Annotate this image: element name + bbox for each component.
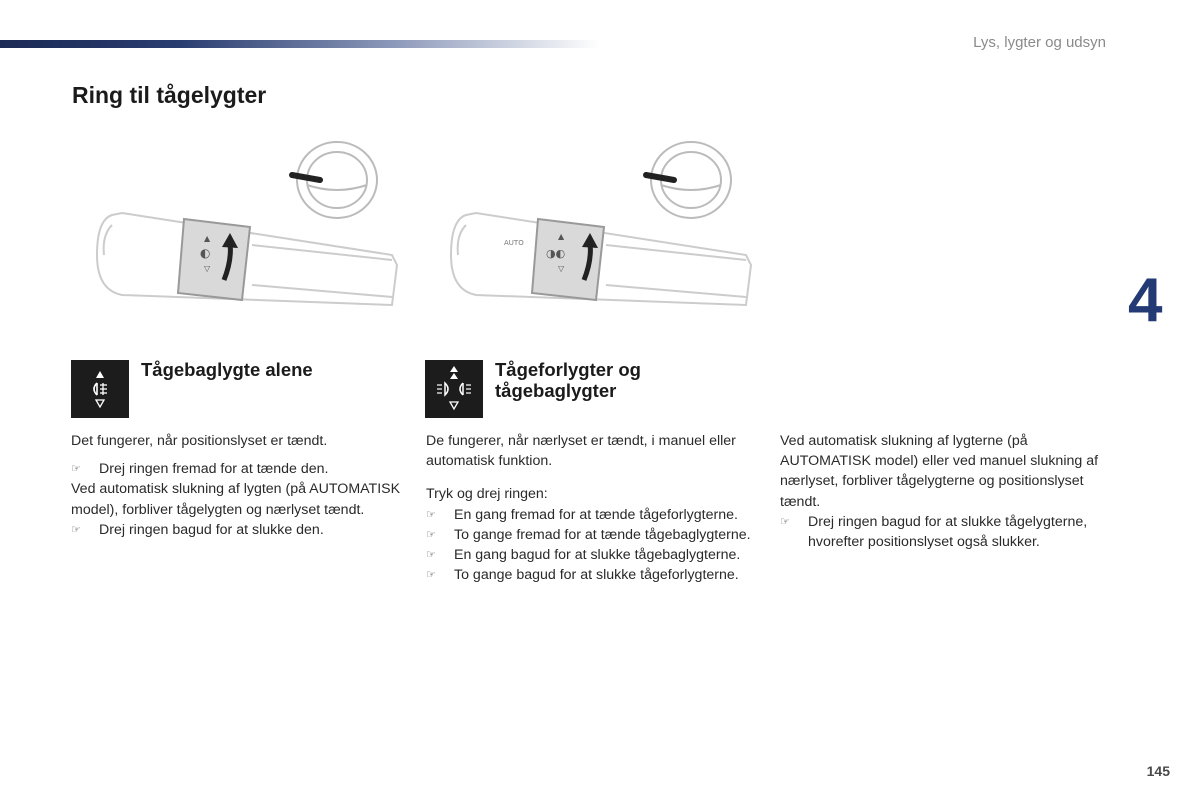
pointing-hand-icon: ☞ [780,515,790,528]
svg-text:▽: ▽ [558,264,565,273]
svg-text:◐: ◐ [200,246,211,260]
subheading-front-rear-fog: Tågeforlygter og tågebaglygter [495,359,641,401]
instruction-item: ☞ Drej ringen fremad for at tænde den. [71,459,401,479]
page-number: 145 [1146,763,1170,779]
subheading-rear-fog: Tågebaglygte alene [141,359,313,380]
svg-text:◑◐: ◑◐ [546,247,566,260]
instruction-item: ☞ En gang bagud for at slukke tågebaglygterne. [426,545,756,565]
pointing-hand-icon: ☞ [426,528,436,541]
front-and-rear-fog-light-icon [425,360,483,418]
pointing-hand-icon: ☞ [71,523,81,536]
paragraph: De fungerer, når nærlyset er tændt, i manuel eller automatisk funktion. [426,433,736,470]
auto-label: AUTO [504,239,524,247]
pointing-hand-icon: ☞ [426,508,436,521]
instruction-item: ☞ Drej ringen bagud for at slukke den. [71,520,401,540]
svg-text:▽: ▽ [204,264,211,273]
instruction-item: ☞ Drej ringen bagud for at slukke tågelygterne, hvorefter positionslyset også slukker. [780,513,1088,551]
pointing-hand-icon: ☞ [426,569,436,582]
paragraph: Ved automatisk slukning af lygterne (på AUTOMATISK model) eller ved manuel slukning af nærlyset, forbliver tågelygterne og positionslyset tændt. [780,433,1099,510]
column-automatic-switch-off [780,431,1120,552]
section-header: Lys, lygter og udsyn [973,34,1106,51]
rear-fog-light-icon [71,360,129,418]
paragraph: Det fungerer, når positionslyset er tændt. [71,433,328,449]
paragraph: Ved automatisk slukning af lygten (på AUTOMATISK model), forbliver tågelygten og nærlyset tændt. [71,481,401,518]
stalk-illustration-front-rear-fog [446,135,776,315]
page-title: Ring til tågelygter [72,82,267,108]
header-gradient-bar [0,40,600,48]
chapter-number: 4 [1128,266,1163,335]
pointing-hand-icon: ☞ [71,463,81,476]
instruction-item: ☞ En gang fremad for at tænde tågeforlygterne. [426,505,756,525]
column-rear-fog [71,431,401,540]
stalk-illustration-rear-fog [92,135,422,315]
column-front-rear-fog [426,431,756,585]
paragraph: Tryk og drej ringen: [426,486,548,503]
svg-text:▲: ▲ [558,232,565,241]
pointing-hand-icon: ☞ [426,549,436,562]
instruction-item: ☞ To gange bagud for at slukke tågeforlygterne. [426,565,756,585]
instruction-item: ☞ To gange fremad for at tænde tågebaglygterne. [426,525,756,545]
svg-text:▲: ▲ [204,234,211,243]
